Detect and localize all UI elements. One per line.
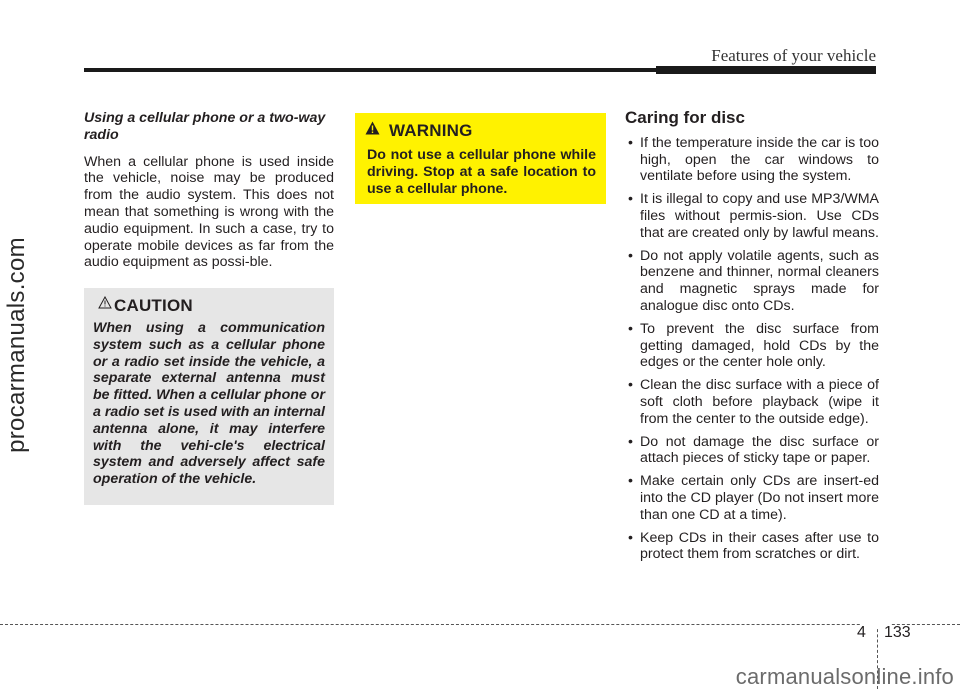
list-item-text: It is illegal to copy and use MP3/WMA files without permis-sion. Use CDs that are created only by lawful means.: [640, 191, 879, 241]
bullet-icon: •: [628, 473, 633, 490]
bullet-icon: •: [628, 134, 633, 151]
list-item: [625, 473, 879, 523]
list-item: [625, 248, 879, 315]
chapter-number: 4: [857, 624, 866, 641]
list-item-text: Clean the disc surface with a piece of soft cloth before playback (wipe it from the center to the outside edge).: [640, 377, 879, 427]
caution-text: When using a communication system such as a cellular phone or a radio set inside the vehicle, a separate external antenna must be fitted. When a cellular phone or a radio set is used with an internal antenna alone, it may interfere with the vehi-cle's electrical system and adversely affect safe operation of the vehicle.: [93, 320, 325, 488]
cellular-subheading: Using a cellular phone or a two-way radio: [84, 110, 326, 143]
page-number: 133: [884, 624, 911, 641]
caution-box: [84, 288, 334, 505]
header-rule-accent: [656, 66, 876, 74]
warning-box: [355, 113, 606, 204]
list-item: [625, 321, 879, 371]
bullet-icon: •: [628, 377, 633, 394]
bullet-icon: •: [628, 433, 633, 450]
side-watermark: procarmanuals.com: [3, 237, 30, 453]
bullet-icon: •: [628, 191, 633, 208]
list-item-text: Make certain only CDs are insert-ed into the CD player (Do not insert more than one CD at a time).: [640, 473, 879, 523]
list-item: [625, 191, 879, 241]
warning-title: WARNING: [389, 121, 473, 140]
cellular-paragraph: When a cellular phone is used inside the vehicle, noise may be produced from the audio system. This does not mean that something is wrong with the audio equipment. In such a case, try to operate mobile devices as far from the audio equipment as possi-ble.: [84, 153, 334, 271]
list-item-text: To prevent the disc surface from getting damaged, hold CDs by the edges or the center hole only.: [640, 320, 879, 371]
bullet-icon: •: [628, 247, 633, 264]
list-item: [625, 135, 879, 185]
list-item-text: Keep CDs in their cases after use to protect them from scratches or dirt.: [640, 529, 879, 563]
list-item-text: Do not apply volatile agents, such as benzene and thinner, normal cleaners and magnetic sprays made for analogue disc onto CDs.: [640, 247, 879, 314]
list-item-text: Do not damage the disc surface or attach pieces of sticky tape or paper.: [640, 433, 879, 467]
list-item: [625, 377, 879, 427]
footer-rule: [0, 624, 960, 625]
list-item-text: If the temperature inside the car is too high, open the car windows to ventilate before using the system.: [640, 134, 879, 185]
warning-triangle-icon: [365, 121, 380, 135]
caring-title: Caring for disc: [625, 108, 745, 127]
list-item: [625, 434, 879, 468]
header-title: Features of your vehicle: [711, 46, 876, 65]
bullet-icon: •: [628, 529, 633, 546]
caution-title: CAUTION: [114, 296, 193, 315]
left-column: [84, 110, 334, 271]
list-item: [625, 530, 879, 564]
bottom-watermark: carmanualsonline.info: [735, 664, 954, 689]
bullet-icon: •: [628, 320, 633, 337]
right-column: [625, 110, 879, 569]
caring-list: [625, 135, 879, 563]
warning-text: Do not use a cellular phone while driving. Stop at a safe location to use a cellular phone.: [367, 147, 596, 197]
caution-triangle-icon: [98, 296, 112, 309]
